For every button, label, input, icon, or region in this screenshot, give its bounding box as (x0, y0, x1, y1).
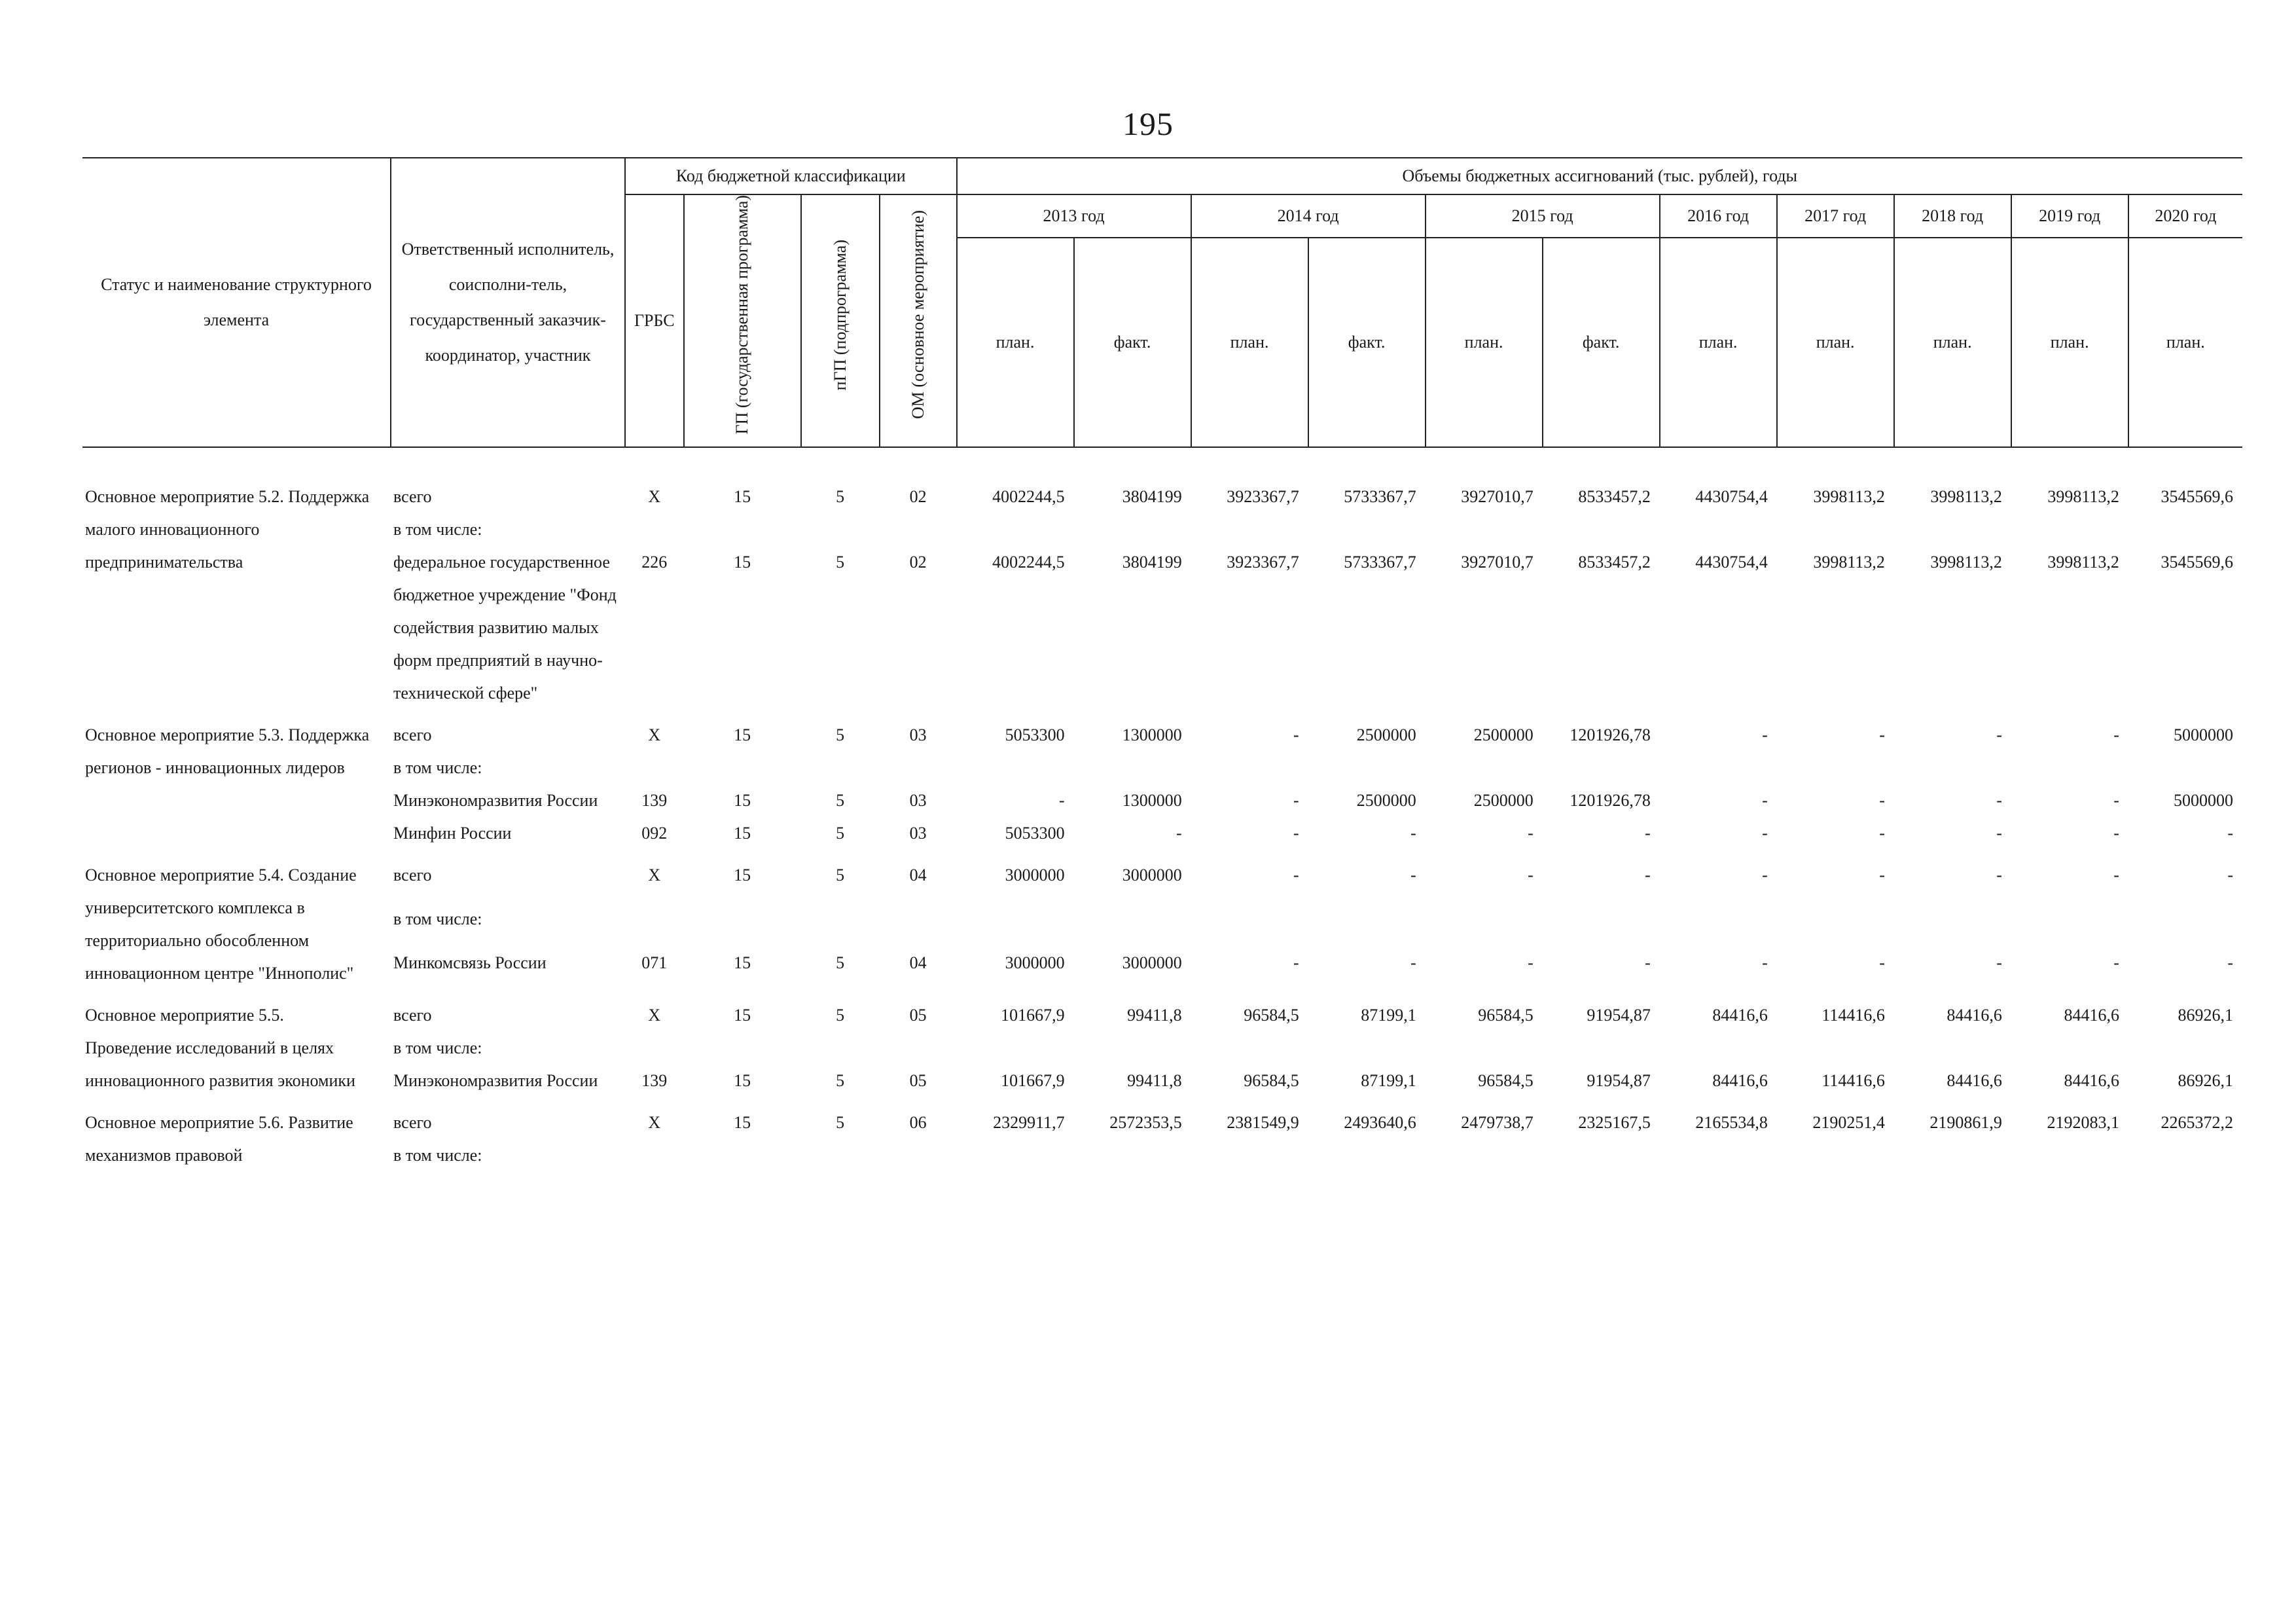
budget-value: 87199,1 (1361, 1071, 1416, 1091)
budget-value: 3804199 (1122, 487, 1182, 507)
budget-value: - (2113, 791, 2119, 811)
empty-cell (625, 1032, 2242, 1065)
budget-value: 3998113,2 (1930, 487, 2002, 507)
empty-cell (625, 513, 2242, 546)
header-year-2020: 2020 год (2128, 194, 2242, 238)
code-gp: 15 (734, 1113, 751, 1133)
budget-value: - (1058, 791, 1065, 811)
header-plan: план. (957, 238, 1074, 447)
empty-cell (625, 752, 2242, 784)
budget-value: 86926,1 (2178, 1006, 2233, 1025)
budget-value: 84416,6 (1712, 1006, 1768, 1025)
budget-value: 3923367,7 (1227, 487, 1299, 507)
budget-value: 84416,6 (1946, 1006, 2002, 1025)
budget-value: 3000000 (1005, 866, 1065, 885)
budget-value: - (1528, 824, 1534, 843)
budget-value: - (1293, 866, 1299, 885)
empty-cell (625, 903, 2242, 947)
budget-value: 8533457,2 (1578, 487, 1651, 507)
budget-value: 84416,6 (1946, 1071, 2002, 1091)
responsible-executor: всего (393, 866, 432, 885)
budget-value: 3000000 (1122, 866, 1182, 885)
budget-value: 4002244,5 (992, 487, 1065, 507)
responsible-executor: в том числе: (393, 1146, 482, 1165)
budget-value: - (1879, 824, 1885, 843)
budget-value: 87199,1 (1361, 1006, 1416, 1025)
code-gp: 15 (734, 725, 751, 745)
code-grbs: 139 (641, 1071, 668, 1091)
responsible-executor: всего (393, 1113, 432, 1133)
code-pgp: 5 (836, 1006, 845, 1025)
budget-value: 8533457,2 (1578, 553, 1651, 572)
header-year-2019: 2019 год (2011, 194, 2128, 238)
budget-value: 3998113,2 (1930, 553, 2002, 572)
budget-value: - (1996, 824, 2002, 843)
budget-value: 4430754,4 (1695, 487, 1768, 507)
code-om: 05 (909, 1006, 927, 1025)
header-fact: факт. (1543, 238, 1660, 447)
header-year-2013: 2013 год (957, 194, 1191, 238)
budget-value: 2265372,2 (2161, 1113, 2233, 1133)
table-header (82, 157, 2242, 448)
budget-value: 3927010,7 (1461, 553, 1534, 572)
table-row (82, 999, 2242, 1032)
budget-value: 84416,6 (2064, 1006, 2119, 1025)
budget-value: 3545569,6 (2161, 487, 2233, 507)
code-om: 06 (909, 1113, 927, 1133)
table-row (82, 947, 2242, 991)
budget-value: - (1410, 824, 1416, 843)
header-fact: факт. (1074, 238, 1191, 447)
row-gap (82, 1097, 2242, 1106)
header-plan: план. (2128, 238, 2242, 447)
budget-value: 3545569,6 (2161, 553, 2233, 572)
code-gp: 15 (734, 953, 751, 972)
budget-value: 2190861,9 (1929, 1113, 2002, 1133)
budget-value: - (1293, 953, 1299, 972)
gap-cell (82, 710, 2128, 719)
header-volumes: Объемы бюджетных ассигнований (тыс. рублей), годы (957, 158, 2242, 194)
table-row (82, 784, 2242, 817)
table-row (82, 817, 2242, 850)
header-status-name: Статус и наименование структурного элемента (82, 158, 391, 447)
gap-cell (82, 990, 2128, 999)
budget-value: - (1996, 791, 2002, 811)
budget-value: 5000000 (2174, 791, 2233, 811)
budget-value: 114416,6 (1821, 1006, 1885, 1025)
budget-value: - (1762, 866, 1768, 885)
responsible-executor: в том числе: (393, 1038, 482, 1058)
code-gp: 15 (734, 866, 751, 885)
table-row (82, 719, 2242, 752)
page-number: 195 (1122, 105, 1174, 142)
code-gp: 15 (734, 791, 751, 811)
budget-value: 2500000 (1356, 791, 1416, 811)
budget-value: 3927010,7 (1461, 487, 1534, 507)
budget-value: - (1410, 866, 1416, 885)
budget-value: 101667,9 (1001, 1071, 1065, 1091)
budget-value: - (1762, 824, 1768, 843)
table-row (82, 1032, 2242, 1065)
budget-value: - (1762, 791, 1768, 811)
budget-value: 2572353,5 (1109, 1113, 1182, 1133)
budget-value: - (1996, 953, 2002, 972)
budget-value: 84416,6 (1712, 1071, 1768, 1091)
budget-value: 99411,8 (1127, 1006, 1182, 1025)
budget-value: 5733367,7 (1344, 487, 1416, 507)
gap-cell (82, 1097, 2128, 1106)
row-gap (82, 710, 2242, 719)
budget-value: 2479738,7 (1461, 1113, 1534, 1133)
structural-element-name: Основное мероприятие 5.5. Проведение исследований в целях инновационного развития экономики (85, 1006, 355, 1091)
table-row (82, 481, 2242, 513)
code-grbs: X (648, 725, 661, 745)
header-grbs: ГРБС (625, 194, 684, 447)
budget-value: 1300000 (1122, 791, 1182, 811)
budget-value: 91954,87 (1587, 1006, 1651, 1025)
budget-value: - (1410, 953, 1416, 972)
responsible-executor: всего (393, 487, 432, 507)
budget-value: 5053300 (1005, 725, 1065, 745)
budget-value: 3000000 (1122, 953, 1182, 972)
budget-value: 2493640,6 (1344, 1113, 1416, 1133)
header-fact: факт. (1308, 238, 1426, 447)
budget-value: - (1879, 791, 1885, 811)
header-budget-code: Код бюджетной классификации (625, 158, 957, 194)
budget-value: - (1528, 866, 1534, 885)
budget-value: 4430754,4 (1695, 553, 1768, 572)
budget-value: - (1293, 725, 1299, 745)
responsible-executor: Минфин России (393, 824, 512, 843)
budget-value: - (1879, 725, 1885, 745)
header-year-2018: 2018 год (1894, 194, 2011, 238)
code-pgp: 5 (836, 953, 845, 972)
budget-value: 2500000 (1356, 725, 1416, 745)
code-gp: 15 (734, 1006, 751, 1025)
header-plan: план. (1660, 238, 1777, 447)
structural-element-name: Основное мероприятие 5.6. Развитие механизмов правовой (85, 1113, 353, 1165)
budget-value: 2190251,4 (1812, 1113, 1885, 1133)
budget-value: 5733367,7 (1344, 553, 1416, 572)
budget-value: 2165534,8 (1695, 1113, 1768, 1133)
budget-value: - (1645, 866, 1651, 885)
budget-value: 2325167,5 (1578, 1113, 1651, 1133)
budget-value: 5053300 (1005, 824, 1065, 843)
code-pgp: 5 (836, 791, 845, 811)
budget-value: - (1293, 824, 1299, 843)
budget-value: - (2227, 866, 2233, 885)
budget-value: - (1879, 866, 1885, 885)
row-gap (82, 850, 2242, 859)
budget-value: - (2227, 953, 2233, 972)
code-pgp: 5 (836, 725, 845, 745)
code-gp: 15 (734, 824, 751, 843)
header-plan: план. (1777, 238, 1894, 447)
budget-value: - (1528, 953, 1534, 972)
budget-value: 3998113,2 (2047, 487, 2119, 507)
budget-value: - (1996, 866, 2002, 885)
code-grbs: X (648, 487, 661, 507)
budget-value: 3998113,2 (1813, 487, 1885, 507)
responsible-executor: в том числе: (393, 520, 482, 539)
code-pgp: 5 (836, 866, 845, 885)
structural-element-name: Основное мероприятие 5.2. Поддержка малого инновационного предпринимательства (85, 487, 370, 572)
table-row (82, 546, 2242, 710)
budget-value: - (1762, 725, 1768, 745)
budget-value: 1300000 (1122, 725, 1182, 745)
budget-value: 3804199 (1122, 553, 1182, 572)
budget-value: - (2113, 866, 2119, 885)
header-year-2015: 2015 год (1426, 194, 1660, 238)
header-year-2014: 2014 год (1191, 194, 1426, 238)
code-grbs: 139 (641, 791, 668, 811)
code-om: 03 (909, 791, 927, 811)
table-row (82, 752, 2242, 784)
code-pgp: 5 (836, 553, 845, 572)
budget-value: 96584,5 (1244, 1071, 1299, 1091)
budget-value: 4002244,5 (992, 553, 1065, 572)
responsible-executor: всего (393, 725, 432, 745)
budget-value: 2192083,1 (2047, 1113, 2119, 1133)
code-pgp: 5 (836, 487, 845, 507)
budget-value: 2500000 (1473, 791, 1534, 811)
budget-value: 5000000 (2174, 725, 2233, 745)
budget-value: - (1645, 824, 1651, 843)
header-om: ОМ (основное мероприятие) (880, 194, 957, 447)
budget-value: 96584,5 (1478, 1006, 1534, 1025)
budget-value: 101667,9 (1001, 1006, 1065, 1025)
code-pgp: 5 (836, 824, 845, 843)
budget-value: 2500000 (1473, 725, 1534, 745)
budget-value: 96584,5 (1244, 1006, 1299, 1025)
responsible-executor: всего (393, 1006, 432, 1025)
header-plan: план. (1894, 238, 2011, 447)
budget-value: 3998113,2 (1813, 553, 1885, 572)
budget-value: - (2227, 824, 2233, 843)
budget-value: 1201926,78 (1570, 725, 1651, 745)
code-pgp: 5 (836, 1071, 845, 1091)
header-year-2017: 2017 год (1777, 194, 1894, 238)
budget-value: 91954,87 (1587, 1071, 1651, 1091)
header-pgp: пГП (подпрограмма) (801, 194, 880, 447)
budget-value: - (1645, 953, 1651, 972)
code-grbs: 226 (641, 553, 668, 572)
budget-value: 1201926,78 (1570, 791, 1651, 811)
empty-cell (625, 1139, 2242, 1172)
code-om: 03 (909, 725, 927, 745)
budget-value: 3000000 (1005, 953, 1065, 972)
code-om: 05 (909, 1071, 927, 1091)
row-gap (82, 990, 2242, 999)
table-row (82, 859, 2242, 903)
budget-value: 3998113,2 (2047, 553, 2119, 572)
budget-value: 84416,6 (2064, 1071, 2119, 1091)
gap-cell (82, 850, 2128, 859)
responsible-executor: Минэкономразвития России (393, 791, 598, 811)
header-plan: план. (1426, 238, 1543, 447)
code-om: 03 (909, 824, 927, 843)
budget-value: - (2113, 953, 2119, 972)
table-body (82, 481, 2242, 1172)
header-plan: план. (2011, 238, 2128, 447)
table-row (82, 903, 2242, 947)
responsible-executor: федеральное государственное бюджетное учреждение "Фонд содействия развитию малых форм предприятий в научно-технической сфере" (393, 553, 617, 703)
table-row (82, 1106, 2242, 1139)
budget-value: - (1293, 791, 1299, 811)
code-grbs: X (648, 1006, 661, 1025)
budget-value: 114416,6 (1821, 1071, 1885, 1091)
header-gp: ГП (государственная программа) (684, 194, 801, 447)
budget-value: 3923367,7 (1227, 553, 1299, 572)
code-om: 02 (909, 487, 927, 507)
header-responsible: Ответственный исполнитель, соисполни-тель, государственный заказчик-координатор, участник (391, 158, 625, 447)
structural-element-name: Основное мероприятие 5.4. Создание университетского комплекса в территориально обособленном инновационном центре "Иннополис" (85, 866, 357, 983)
code-grbs: X (648, 1113, 661, 1133)
responsible-executor: Минкомсвязь России (393, 953, 547, 972)
code-grbs: X (648, 866, 661, 885)
code-om: 04 (909, 953, 927, 972)
budget-value: - (1879, 953, 1885, 972)
budget-value: 99411,8 (1127, 1071, 1182, 1091)
budget-value: 86926,1 (2178, 1071, 2233, 1091)
code-om: 04 (909, 866, 927, 885)
code-om: 02 (909, 553, 927, 572)
budget-value: - (1762, 953, 1768, 972)
header-year-2016: 2016 год (1660, 194, 1777, 238)
budget-table (82, 157, 2242, 1172)
code-gp: 15 (734, 487, 751, 507)
header-plan: план. (1191, 238, 1308, 447)
table-row (82, 1065, 2242, 1097)
budget-value: - (2113, 824, 2119, 843)
code-pgp: 5 (836, 1113, 845, 1133)
responsible-executor: в том числе: (393, 758, 482, 778)
code-grbs: 071 (641, 953, 668, 972)
code-grbs: 092 (641, 824, 668, 843)
budget-value: 2381549,9 (1227, 1113, 1299, 1133)
code-gp: 15 (734, 553, 751, 572)
table-row (82, 1139, 2242, 1172)
code-gp: 15 (734, 1071, 751, 1091)
table-row (82, 513, 2242, 546)
budget-value: 96584,5 (1478, 1071, 1534, 1091)
responsible-executor: в том числе: (393, 909, 482, 929)
budget-value: - (1176, 824, 1182, 843)
budget-value: - (1996, 725, 2002, 745)
budget-value: - (2113, 725, 2119, 745)
structural-element-name: Основное мероприятие 5.3. Поддержка регионов - инновационных лидеров (85, 725, 370, 778)
budget-value: 2329911,7 (993, 1113, 1065, 1133)
responsible-executor: Минэкономразвития России (393, 1071, 598, 1091)
